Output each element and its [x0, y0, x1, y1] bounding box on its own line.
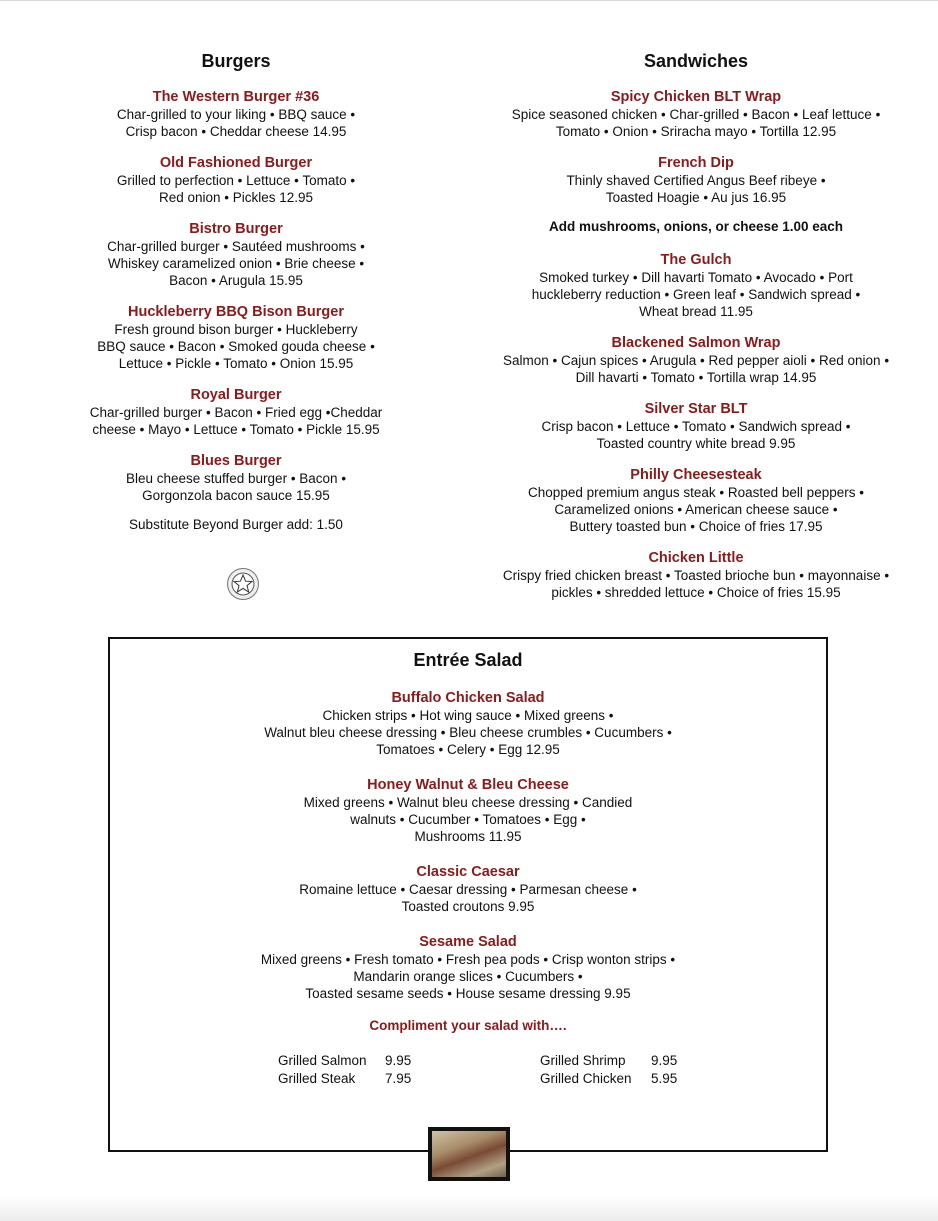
item-desc-line: Crispy fried chicken breast • Toasted brioche bun • mayonnaise •	[502, 568, 890, 583]
add-ons-note: Add mushrooms, onions, or cheese 1.00 each	[548, 219, 844, 234]
compliment-heading: Compliment your salad with….	[369, 1018, 567, 1033]
item-desc-line: Salmon • Cajun spices • Arugula • Red pepper aioli • Red onion •	[502, 353, 890, 368]
item-desc-line: cheese • Mayo • Lettuce • Tomato • Pickle 15.95	[92, 422, 380, 437]
item-desc-line: Toasted sesame seeds • House sesame dressing 9.95	[305, 986, 631, 1001]
menu-item	[466, 466, 926, 535]
item-desc-line: Char-grilled to your liking • BBQ sauce •	[116, 107, 356, 122]
item-name: Bistro Burger	[189, 221, 283, 237]
item-desc-line: Buttery toasted bun • Choice of fries 17.95	[569, 519, 823, 534]
item-name: Buffalo Chicken Salad	[391, 690, 545, 706]
item-desc-line: Smoked turkey • Dill havarti Tomato • Avocado • Port	[539, 270, 853, 285]
menu-item	[56, 154, 416, 206]
addon-name: Grilled Chicken	[540, 1071, 632, 1086]
item-desc-line: Wheat bread 11.95	[639, 304, 753, 319]
item-desc-line: Toasted country white bread 9.95	[596, 436, 796, 451]
item-name: Blues Burger	[190, 453, 282, 469]
addon-row	[278, 1052, 411, 1070]
item-desc-line: Bacon • Arugula 15.95	[169, 273, 303, 288]
item-desc-line: Thinly shaved Certified Angus Beef ribeye •	[566, 173, 826, 188]
item-desc-line: Toasted croutons 9.95	[401, 899, 535, 914]
star-icon	[231, 572, 255, 596]
menu-item	[110, 933, 826, 1002]
addon-price: 5.95	[651, 1071, 678, 1086]
item-desc-line: Toasted Hoagie • Au jus 16.95	[605, 190, 787, 205]
burgers-title: Burgers	[201, 51, 271, 71]
menu-item	[466, 88, 926, 140]
menu-item	[466, 154, 926, 206]
item-desc-line: Crisp bacon • Cheddar cheese 14.95	[125, 124, 347, 139]
menu-item	[466, 549, 926, 601]
item-name: Old Fashioned Burger	[159, 155, 313, 171]
item-desc-line: Char-grilled burger • Bacon • Fried egg •Cheddar	[89, 405, 383, 420]
item-desc-line: pickles • shredded lettuce • Choice of fries 15.95	[551, 585, 841, 600]
item-desc-line: Mushrooms 11.95	[414, 829, 522, 844]
menu-item	[110, 776, 826, 845]
item-desc-line: Walnut bleu cheese dressing • Bleu cheese crumbles • Cucumbers •	[264, 725, 672, 740]
item-name: The Western Burger #36	[152, 89, 320, 105]
addon-price: 9.95	[385, 1053, 412, 1068]
item-desc-line: Tomato • Onion • Sriracha mayo • Tortilla 12.95	[555, 124, 837, 139]
addon-row	[540, 1052, 677, 1070]
item-desc-line: Chicken strips • Hot wing sauce • Mixed greens •	[322, 708, 614, 723]
top-divider	[0, 0, 938, 1]
item-name: French Dip	[658, 155, 734, 171]
western-stamp-image	[428, 1127, 510, 1181]
menu-item	[56, 88, 416, 140]
item-desc-line: walnuts • Cucumber • Tomatoes • Egg •	[350, 812, 586, 827]
item-desc-line: Chopped premium angus steak • Roasted bell peppers •	[528, 485, 864, 500]
item-desc-line: Gorgonzola bacon sauce 15.95	[142, 488, 330, 503]
item-desc-line: Whiskey caramelized onion • Brie cheese •	[107, 256, 365, 271]
item-name: Silver Star BLT	[644, 401, 748, 417]
item-desc-line: BBQ sauce • Bacon • Smoked gouda cheese •	[97, 339, 375, 354]
addon-price: 9.95	[651, 1053, 678, 1068]
sandwiches-title: Sandwiches	[643, 51, 749, 71]
menu-item	[56, 452, 416, 504]
addon-row	[540, 1070, 677, 1088]
item-desc-line: Mixed greens • Walnut bleu cheese dressing • Candied	[303, 795, 633, 810]
item-desc-line: Spice seasoned chicken • Char-grilled • Bacon • Leaf lettuce •	[511, 107, 881, 122]
item-name: Honey Walnut & Bleu Cheese	[367, 777, 569, 793]
item-desc-line: Mixed greens • Fresh tomato • Fresh pea pods • Crisp wonton strips •	[260, 952, 676, 967]
salad-addons-right	[540, 1052, 677, 1088]
menu-item	[56, 303, 416, 372]
item-desc-line: Crisp bacon • Lettuce • Tomato • Sandwich spread •	[541, 419, 851, 434]
item-name: Sesame Salad	[419, 934, 517, 950]
sandwiches-column	[466, 50, 926, 615]
star-badge-icon	[227, 568, 259, 600]
menu-item	[466, 334, 926, 386]
item-desc-line: Red onion • Pickles 12.95	[158, 190, 314, 205]
item-name: Huckleberry BBQ Bison Burger	[128, 304, 344, 320]
item-desc-line: Fresh ground bison burger • Huckleberry	[114, 322, 358, 337]
item-name: Spicy Chicken BLT Wrap	[610, 89, 782, 105]
salad-addons-left	[278, 1052, 411, 1088]
menu-item	[110, 689, 826, 758]
item-desc-line: Romaine lettuce • Caesar dressing • Parmesan cheese •	[299, 882, 637, 897]
item-desc-line: Bleu cheese stuffed burger • Bacon •	[125, 471, 347, 486]
item-desc-line: Caramelized onions • American cheese sauce •	[554, 502, 838, 517]
menu-item	[56, 386, 416, 438]
item-desc-line: Char-grilled burger • Sautéed mushrooms •	[107, 239, 365, 254]
bottom-shadow	[0, 1196, 938, 1221]
item-desc-line: Grilled to perfection • Lettuce • Tomato •	[116, 173, 356, 188]
addon-price: 7.95	[385, 1071, 412, 1086]
addon-name: Grilled Shrimp	[540, 1053, 626, 1068]
beyond-burger-note: Substitute Beyond Burger add: 1.50	[129, 517, 343, 532]
entree-salad-box	[108, 637, 828, 1152]
menu-item	[110, 863, 826, 915]
item-name: Classic Caesar	[416, 864, 520, 880]
item-name: Royal Burger	[190, 387, 282, 403]
item-desc-line: Lettuce • Pickle • Tomato • Onion 15.95	[118, 356, 354, 371]
menu-item	[466, 400, 926, 452]
item-desc-line: Tomatoes • Celery • Egg 12.95	[376, 742, 560, 757]
item-desc-line: huckleberry reduction • Green leaf • Sandwich spread •	[531, 287, 861, 302]
item-name: Philly Cheesesteak	[630, 467, 762, 483]
item-name: Chicken Little	[648, 550, 744, 566]
item-name: The Gulch	[660, 252, 732, 268]
menu-item	[56, 220, 416, 289]
salad-content	[110, 649, 826, 1033]
stamp-picture	[432, 1131, 506, 1177]
addon-row	[278, 1070, 411, 1088]
addon-name: Grilled Salmon	[278, 1053, 367, 1068]
item-desc-line: Dill havarti • Tomato • Tortilla wrap 14.95	[575, 370, 817, 385]
burgers-column	[56, 50, 416, 549]
addon-name: Grilled Steak	[278, 1071, 356, 1086]
salad-title: Entrée Salad	[413, 650, 523, 670]
item-name: Blackened Salmon Wrap	[611, 335, 781, 351]
item-desc-line: Mandarin orange slices • Cucumbers •	[353, 969, 583, 984]
menu-item	[466, 251, 926, 320]
